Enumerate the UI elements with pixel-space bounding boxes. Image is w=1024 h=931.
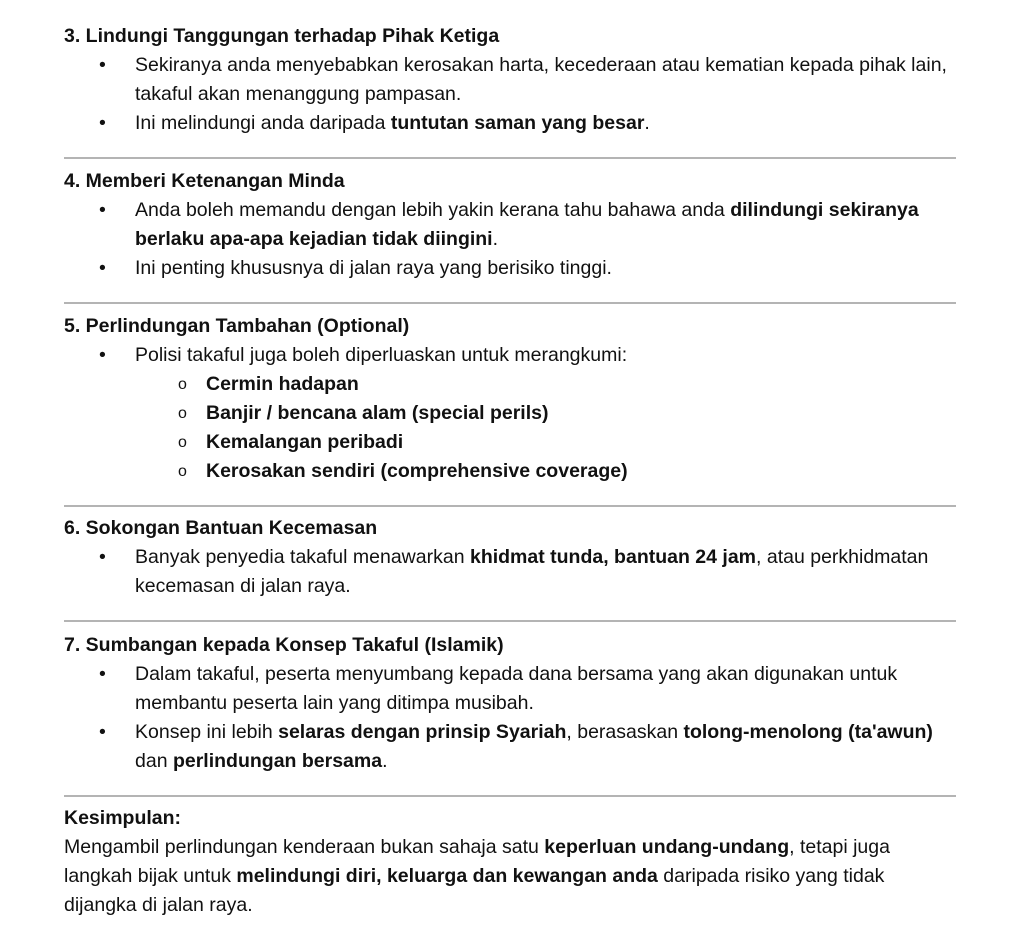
section-6 <box>64 514 956 601</box>
text-run: dan <box>135 750 173 772</box>
text-run: daripada risiko yang tidak dijangka di jalan raya. <box>64 865 885 916</box>
section-heading: 4. Memberi Ketenangan Minda <box>64 170 345 192</box>
bullet-item <box>64 196 956 254</box>
sub-list <box>135 370 956 486</box>
sub-item: o Kerosakan sendiri (comprehensive coverage) <box>135 457 956 486</box>
text-run: Mengambil perlindungan kenderaan bukan sahaja satu <box>64 836 545 858</box>
sub-item: o Banjir / bencana alam (special perils) <box>135 399 956 428</box>
conclusion-text <box>64 833 956 920</box>
bullet-item <box>64 660 956 718</box>
bold-text-run: tuntutan saman yang besar <box>390 112 645 134</box>
bold-text-run: perlindungan bersama <box>172 750 383 772</box>
text-run: , atau perkhidmatan kecemasan di jalan raya. <box>135 546 929 597</box>
bullet-item <box>64 718 956 776</box>
section-heading: 6. Sokongan Bantuan Kecemasan <box>64 517 378 539</box>
text-run: , tetapi juga langkah bijak untuk <box>64 836 890 887</box>
section-heading: 7. Sumbangan kepada Konsep Takaful (Islamik) <box>64 634 504 656</box>
divider <box>64 620 956 622</box>
section-3 <box>64 22 956 138</box>
bullet-item <box>64 254 956 283</box>
divider <box>64 505 956 507</box>
bullet-item <box>64 543 956 601</box>
bullet-list <box>64 543 956 601</box>
text-run: . <box>382 750 388 772</box>
bold-text-run: selaras dengan prinsip Syariah <box>278 721 567 743</box>
divider <box>64 157 956 159</box>
bold-text-run: keperluan undang-undang <box>544 836 790 858</box>
bullet-list <box>64 341 956 486</box>
bullet-item <box>64 341 956 486</box>
bullet-item <box>64 51 956 109</box>
divider <box>64 302 956 304</box>
text-run: . <box>644 112 650 134</box>
bullet-list <box>64 660 956 776</box>
conclusion-section <box>64 804 956 920</box>
bold-text-run: dilindungi sekiranya berlaku apa-apa kejadian tidak diingini <box>135 199 919 250</box>
section-heading: 3. Lindungi Tanggungan terhadap Pihak Ketiga <box>64 25 500 47</box>
section-4 <box>64 167 956 283</box>
text-run: Sekiranya anda menyebabkan kerosakan harta, kecederaan atau kematian kepada pihak lain, takaful akan menanggung pampasan. <box>135 54 947 105</box>
text-run: Dalam takaful, peserta menyumbang kepada dana bersama yang akan digunakan untuk membantu peserta lain yang ditimpa musibah. <box>135 663 898 714</box>
divider <box>64 795 956 797</box>
bold-text-run: tolong-menolong (ta'awun) <box>683 721 933 743</box>
section-5 <box>64 312 956 486</box>
text-run: Polisi takaful juga boleh diperluaskan untuk merangkumi: <box>135 344 628 366</box>
bullet-list <box>64 51 956 138</box>
section-heading: 5. Perlindungan Tambahan (Optional) <box>64 315 410 337</box>
sub-item: o Cermin hadapan <box>135 370 956 399</box>
section-7 <box>64 631 956 776</box>
text-run: , berasaskan <box>566 721 684 743</box>
sub-item: o Kemalangan peribadi <box>135 428 956 457</box>
bold-text-run: khidmat tunda, bantuan 24 jam <box>469 546 757 568</box>
bold-text-run: melindungi diri, keluarga dan kewangan anda <box>236 865 658 887</box>
conclusion-heading: Kesimpulan: <box>64 807 182 829</box>
text-run: Anda boleh memandu dengan lebih yakin kerana tahu bahawa anda <box>135 199 731 221</box>
text-run: Ini penting khususnya di jalan raya yang berisiko tinggi. <box>135 257 612 279</box>
bullet-text <box>135 344 627 366</box>
text-run: Konsep ini lebih <box>135 721 279 743</box>
text-run: Ini melindungi anda daripada <box>135 112 391 134</box>
bullet-item <box>64 109 956 138</box>
text-run: Banyak penyedia takaful menawarkan <box>135 546 470 568</box>
text-run: . <box>492 228 499 250</box>
bullet-list <box>64 196 956 283</box>
